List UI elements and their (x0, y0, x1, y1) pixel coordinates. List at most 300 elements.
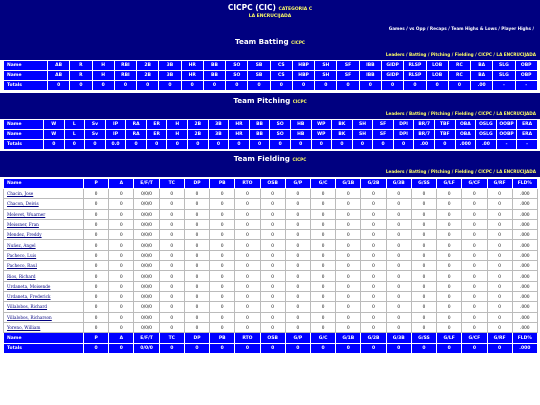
pitching-total-er: 0 (146, 140, 167, 150)
batting-col-so: SO (226, 71, 248, 81)
fielding-cell-osb: 0 (260, 250, 285, 260)
fielding-cell-g-lf: 0 (437, 291, 462, 301)
pitching-col-l: L (64, 130, 85, 140)
fielding-cell-p: 0 (84, 209, 109, 219)
fielding-cell-g-cf: 0 (462, 230, 487, 240)
fielding-cell-g-c: 0 (310, 240, 335, 250)
fielding-cell-osb: 0 (260, 312, 285, 322)
fielding-cell-g-rf: 0 (487, 271, 512, 281)
fielding-cell-e-f-t: 0/0/0 (134, 291, 159, 301)
table-row (4, 250, 538, 260)
pitching-col-br-7: BR/7 (414, 120, 435, 130)
fielding-cell-dp: 0 (184, 312, 209, 322)
pitching-col-br-7: BR/7 (414, 130, 435, 140)
fielding-subnav-links[interactable]: Leaders / Batting / Pitching / Fielding / CICPC / LA ENCRUCIJADA (385, 169, 536, 174)
batting-total-rc: 0 (448, 81, 470, 91)
fielding-col-rto: RTO (235, 179, 260, 189)
fielding-col-g-lf: G/LF (437, 179, 462, 189)
batting-col-name: Name (4, 61, 48, 71)
fielding-cell-g-cf: 0 (462, 312, 487, 322)
fielding-total-g-c: 0 (310, 344, 335, 354)
batting-col-r: R (70, 61, 92, 71)
fielding-cell-g-ss: 0 (411, 209, 436, 219)
batting-total-ibb: 0 (359, 81, 381, 91)
player-name-link[interactable]: Mendez, Freddy (4, 230, 84, 240)
fielding-cell-rto: 0 (235, 312, 260, 322)
fielding-cell-g-p: 0 (285, 312, 310, 322)
fielding-cell-osb: 0 (260, 302, 285, 312)
pitching-total-w: 0 (44, 140, 65, 150)
batting-col-rbi: RBI (114, 61, 136, 71)
player-name-link[interactable]: Nuñez, Angel (4, 240, 84, 250)
fielding-cell-osb: 0 (260, 230, 285, 240)
fielding-cell-g-rf: 0 (487, 322, 512, 332)
fielding-col-g-3b: G/3B (386, 333, 411, 344)
fielding-section-title (0, 151, 540, 167)
batting-col-name: Name (4, 71, 48, 81)
fielding-cell-rto: 0 (235, 291, 260, 301)
fielding-total-rto: 0 (235, 344, 260, 354)
fielding-cell-e-f-t: 0/0/0 (134, 219, 159, 229)
fielding-cell-g-1b: 0 (336, 240, 361, 250)
fielding-cell-p: 0 (84, 261, 109, 271)
fielding-cell-g-2b: 0 (361, 250, 386, 260)
table-row (4, 189, 538, 199)
fielding-cell-fld: .000 (512, 240, 537, 250)
fielding-cell-g-p: 0 (285, 199, 310, 209)
top-nav[interactable] (0, 24, 540, 34)
fielding-cell-g-cf: 0 (462, 240, 487, 250)
fielding-col-p: P (84, 333, 109, 344)
fielding-cell-tc: 0 (159, 291, 184, 301)
fielding-cell-dp: 0 (184, 240, 209, 250)
fielding-cell-g-lf: 0 (437, 240, 462, 250)
pitching-total-l: 0 (64, 140, 85, 150)
pitching-col-3b: 3B (208, 130, 229, 140)
fielding-total-g-ss: 0 (411, 344, 436, 354)
fielding-col-g-ss: G/SS (411, 333, 436, 344)
fielding-cell-dp: 0 (184, 261, 209, 271)
table-row (4, 240, 538, 250)
fielding-cell-g-ss: 0 (411, 271, 436, 281)
batting-col-cs: CS (270, 61, 292, 71)
pitching-col-hr: HR (229, 120, 250, 130)
player-name-link[interactable]: Urdaneta, Moisende (4, 281, 84, 291)
fielding-cell-g-2b: 0 (361, 312, 386, 322)
fielding-cell-g-cf: 0 (462, 219, 487, 229)
fielding-cell-g-ss: 0 (411, 199, 436, 209)
player-name-link[interactable]: Yoreno, William (4, 322, 84, 332)
batting-col-hr: HR (181, 61, 203, 71)
batting-col-sf: SF (337, 71, 359, 81)
fielding-cell-g-lf: 0 (437, 189, 462, 199)
pitching-total-tbf: 0 (434, 140, 455, 150)
player-name-link[interactable]: Rios, Richard (4, 271, 84, 281)
pitching-subnav-links[interactable]: Leaders / Batting / Pitching / Fielding / CICPC / LA ENCRUCIJADA (385, 111, 536, 116)
fielding-cell-g-c: 0 (310, 230, 335, 240)
fielding-cell-e-f-t: 0/0/0 (134, 230, 159, 240)
fielding-cell-g-2b: 0 (361, 302, 386, 312)
fielding-cell-g-ss: 0 (411, 230, 436, 240)
fielding-cell-g-ss: 0 (411, 250, 436, 260)
fielding-cell-fld: .000 (512, 271, 537, 281)
fielding-cell-g-2b: 0 (361, 281, 386, 291)
batting-col-r: R (70, 71, 92, 81)
batting-total-rlsp: 0 (404, 81, 426, 91)
batting-col-bb: BB (203, 61, 225, 71)
fielding-cell-tc: 0 (159, 312, 184, 322)
fielding-col-pb: PB (210, 179, 235, 189)
fielding-cell-fld: .000 (512, 312, 537, 322)
batting-col-rlsp: RLSP (404, 61, 426, 71)
fielding-cell-g-p: 0 (285, 281, 310, 291)
fielding-cell-p: 0 (84, 291, 109, 301)
fielding-cell-g-c: 0 (310, 261, 335, 271)
fielding-col-g-1b: G/1B (336, 333, 361, 344)
fielding-cell-tc: 0 (159, 261, 184, 271)
fielding-cell-p: 0 (84, 322, 109, 332)
fielding-cell-g-cf: 0 (462, 322, 487, 332)
fielding-col-g-ss: G/SS (411, 179, 436, 189)
batting-col-ba: BA (471, 71, 493, 81)
pitching-total-era: - (517, 140, 538, 150)
fielding-cell-a: 0 (109, 230, 134, 240)
pitching-col-wp: WP (311, 130, 332, 140)
fielding-cell-g-c: 0 (310, 189, 335, 199)
fielding-cell-tc: 0 (159, 240, 184, 250)
batting-col-sf: SF (337, 61, 359, 71)
fielding-cell-g-1b: 0 (336, 250, 361, 260)
fielding-total-name: Totals (4, 344, 84, 354)
fielding-cell-rto: 0 (235, 230, 260, 240)
batting-totals-row (4, 81, 538, 91)
fielding-cell-a: 0 (109, 189, 134, 199)
fielding-cell-g-lf: 0 (437, 302, 462, 312)
batting-subnav[interactable] (0, 50, 540, 60)
fielding-table (3, 178, 537, 354)
fielding-col-dp: DP (184, 179, 209, 189)
table-row (4, 219, 538, 229)
fielding-cell-tc: 0 (159, 189, 184, 199)
batting-col-rlsp: RLSP (404, 71, 426, 81)
pitching-col-w: W (44, 120, 65, 130)
fielding-col-tc: TC (159, 179, 184, 189)
fielding-cell-g-2b: 0 (361, 230, 386, 240)
fielding-cell-g-1b: 0 (336, 209, 361, 219)
fielding-cell-tc: 0 (159, 199, 184, 209)
fielding-col-g-3b: G/3B (386, 179, 411, 189)
player-name-link[interactable]: Meissner, Fran (4, 219, 84, 229)
batting-table (3, 60, 537, 91)
fielding-subnav[interactable] (0, 167, 540, 177)
pitching-col-wp: WP (311, 120, 332, 130)
fielding-cell-fld: .000 (512, 322, 537, 332)
fielding-cell-rto: 0 (235, 281, 260, 291)
fielding-cell-pb: 0 (210, 322, 235, 332)
batting-col-h: H (92, 61, 114, 71)
fielding-cell-dp: 0 (184, 250, 209, 260)
player-name-link[interactable]: Villalobos, Richard (4, 302, 84, 312)
top-nav-links[interactable]: Games / vs Opp / Recaps / Team Highs & Lows / Player Highs / (388, 26, 534, 31)
fielding-cell-e-f-t: 0/0/0 (134, 189, 159, 199)
pitching-badge: CICPC (292, 99, 307, 104)
batting-title: Team Batting (235, 37, 289, 46)
fielding-cell-a: 0 (109, 271, 134, 281)
fielding-cell-dp: 0 (184, 199, 209, 209)
fielding-cell-rto: 0 (235, 219, 260, 229)
fielding-cell-g-3b: 0 (386, 219, 411, 229)
fielding-cell-g-c: 0 (310, 199, 335, 209)
fielding-cell-g-rf: 0 (487, 281, 512, 291)
fielding-cell-g-2b: 0 (361, 209, 386, 219)
fielding-cell-g-p: 0 (285, 302, 310, 312)
fielding-cell-g-lf: 0 (437, 281, 462, 291)
batting-col-hr: HR (181, 71, 203, 81)
fielding-cell-g-1b: 0 (336, 302, 361, 312)
fielding-cell-pb: 0 (210, 189, 235, 199)
fielding-col-g-rf: G/RF (487, 333, 512, 344)
fielding-cell-g-1b: 0 (336, 230, 361, 240)
batting-col-ibb: IBB (359, 71, 381, 81)
fielding-cell-rto: 0 (235, 271, 260, 281)
fielding-cell-p: 0 (84, 219, 109, 229)
pitching-total-hr: 0 (229, 140, 250, 150)
fielding-cell-dp: 0 (184, 291, 209, 301)
fielding-cell-g-c: 0 (310, 312, 335, 322)
fielding-cell-g-p: 0 (285, 322, 310, 332)
fielding-cell-g-lf: 0 (437, 271, 462, 281)
fielding-cell-e-f-t: 0/0/0 (134, 209, 159, 219)
fielding-cell-pb: 0 (210, 261, 235, 271)
fielding-total-g-cf: 0 (462, 344, 487, 354)
fielding-col-g-c: G/C (310, 179, 335, 189)
fielding-cell-fld: .000 (512, 281, 537, 291)
fielding-cell-g-3b: 0 (386, 322, 411, 332)
fielding-cell-rto: 0 (235, 199, 260, 209)
fielding-cell-g-3b: 0 (386, 199, 411, 209)
fielding-cell-g-1b: 0 (336, 261, 361, 271)
fielding-cell-osb: 0 (260, 271, 285, 281)
pitching-col-ip: IP (105, 130, 126, 140)
fielding-cell-g-1b: 0 (336, 291, 361, 301)
fielding-col-g-p: G/P (285, 333, 310, 344)
fielding-cell-g-1b: 0 (336, 189, 361, 199)
pitching-col-er: ER (146, 130, 167, 140)
fielding-col-fld: FLD% (512, 333, 537, 344)
fielding-cell-osb: 0 (260, 322, 285, 332)
pitching-col-so: SO (270, 130, 291, 140)
fielding-cell-g-rf: 0 (487, 261, 512, 271)
fielding-cell-e-f-t: 0/0/0 (134, 199, 159, 209)
batting-total-r: 0 (70, 81, 92, 91)
player-name-link[interactable]: Urdaneta, Frederick (4, 291, 84, 301)
fielding-cell-g-2b: 0 (361, 199, 386, 209)
batting-col-2b: 2B (137, 61, 159, 71)
fielding-cell-p: 0 (84, 271, 109, 281)
fielding-cell-g-rf: 0 (487, 250, 512, 260)
fielding-cell-rto: 0 (235, 250, 260, 260)
player-name-link[interactable]: Chacon, Deivis (4, 199, 84, 209)
fielding-cell-g-rf: 0 (487, 240, 512, 250)
fielding-cell-a: 0 (109, 250, 134, 260)
fielding-cell-g-1b: 0 (336, 199, 361, 209)
fielding-cell-tc: 0 (159, 271, 184, 281)
fielding-cell-pb: 0 (210, 230, 235, 240)
pitching-col-h: H (167, 130, 188, 140)
fielding-col-g-1b: G/1B (336, 179, 361, 189)
batting-col-slg: SLG (493, 71, 515, 81)
fielding-cell-rto: 0 (235, 302, 260, 312)
fielding-cell-g-cf: 0 (462, 209, 487, 219)
pitching-total-oslg: .00 (476, 140, 497, 150)
batting-total-sb: 0 (248, 81, 270, 91)
fielding-cell-fld: .000 (512, 291, 537, 301)
pitching-total-bb: 0 (249, 140, 270, 150)
table-row (4, 312, 538, 322)
fielding-col-p: P (84, 179, 109, 189)
batting-col-sb: SB (248, 71, 270, 81)
fielding-totals-row (4, 344, 538, 354)
fielding-cell-g-3b: 0 (386, 209, 411, 219)
fielding-cell-e-f-t: 0/0/0 (134, 302, 159, 312)
batting-col-ab: AB (48, 71, 70, 81)
fielding-cell-rto: 0 (235, 261, 260, 271)
fielding-cell-dp: 0 (184, 281, 209, 291)
pitching-col-bk: BK (332, 120, 353, 130)
fielding-cell-e-f-t: 0/0/0 (134, 240, 159, 250)
fielding-cell-dp: 0 (184, 219, 209, 229)
pitching-subnav[interactable] (0, 109, 540, 119)
batting-subnav-links[interactable]: Leaders / Batting / Pitching / Fielding / CICPC / LA ENCRUCIJADA (385, 52, 536, 57)
fielding-cell-g-lf: 0 (437, 230, 462, 240)
fielding-cell-g-c: 0 (310, 302, 335, 312)
fielding-cell-tc: 0 (159, 250, 184, 260)
fielding-cell-a: 0 (109, 291, 134, 301)
batting-col-obp: OBP (515, 71, 537, 81)
fielding-cell-e-f-t: 0/0/0 (134, 322, 159, 332)
fielding-cell-p: 0 (84, 199, 109, 209)
league-title (0, 3, 540, 12)
table-row (4, 209, 538, 219)
fielding-badge: CICPC (292, 157, 307, 162)
fielding-col-g-c: G/C (310, 333, 335, 344)
fielding-cell-osb: 0 (260, 261, 285, 271)
fielding-cell-g-p: 0 (285, 240, 310, 250)
fielding-cell-g-rf: 0 (487, 209, 512, 219)
fielding-cell-p: 0 (84, 189, 109, 199)
fielding-cell-g-lf: 0 (437, 219, 462, 229)
pitching-total-sh: 0 (352, 140, 373, 150)
batting-total-sf: 0 (337, 81, 359, 91)
fielding-cell-g-rf: 0 (487, 189, 512, 199)
fielding-col-fld: FLD% (512, 179, 537, 189)
pitching-col-hb: HB (290, 130, 311, 140)
fielding-cell-g-rf: 0 (487, 291, 512, 301)
fielding-cell-dp: 0 (184, 322, 209, 332)
fielding-cell-tc: 0 (159, 230, 184, 240)
fielding-cell-g-rf: 0 (487, 302, 512, 312)
fielding-col-g-cf: G/CF (462, 179, 487, 189)
batting-total-3b: 0 (159, 81, 181, 91)
fielding-cell-rto: 0 (235, 322, 260, 332)
fielding-col-name: Name (4, 179, 84, 189)
player-name-link[interactable]: Pacheco, Raul (4, 261, 84, 271)
fielding-cell-a: 0 (109, 219, 134, 229)
fielding-col-dp: DP (184, 333, 209, 344)
batting-total-ba: .00 (471, 81, 493, 91)
batting-col-sb: SB (248, 61, 270, 71)
batting-total-slg: - (493, 81, 515, 91)
batting-col-3b: 3B (159, 61, 181, 71)
fielding-cell-g-cf: 0 (462, 199, 487, 209)
fielding-cell-g-ss: 0 (411, 281, 436, 291)
batting-badge: CICPC (291, 40, 305, 45)
fielding-cell-g-p: 0 (285, 230, 310, 240)
player-name-link[interactable]: Chacin, Jose (4, 189, 84, 199)
pitching-section-title (0, 93, 540, 109)
fielding-total-g-1b: 0 (336, 344, 361, 354)
fielding-cell-fld: .000 (512, 199, 537, 209)
fielding-cell-e-f-t: 0/0/0 (134, 271, 159, 281)
batting-col-obp: OBP (515, 61, 537, 71)
fielding-cell-pb: 0 (210, 302, 235, 312)
fielding-cell-g-p: 0 (285, 250, 310, 260)
batting-header-row (4, 61, 538, 71)
fielding-cell-p: 0 (84, 281, 109, 291)
player-name-link[interactable]: Villalobos, Richarson (4, 312, 84, 322)
table-row (4, 322, 538, 332)
pitching-col-sh: SH (352, 120, 373, 130)
fielding-cell-a: 0 (109, 302, 134, 312)
fielding-total-g-2b: 0 (361, 344, 386, 354)
fielding-cell-dp: 0 (184, 302, 209, 312)
fielding-total-osb: 0 (260, 344, 285, 354)
fielding-cell-a: 0 (109, 240, 134, 250)
pitching-total-oobp: - (496, 140, 517, 150)
fielding-cell-osb: 0 (260, 281, 285, 291)
fielding-col-g-rf: G/RF (487, 179, 512, 189)
fielding-total-g-3b: 0 (386, 344, 411, 354)
pitching-total-sf: 0 (373, 140, 394, 150)
pitching-col-sv: Sv (85, 120, 106, 130)
fielding-cell-a: 0 (109, 322, 134, 332)
pitching-col-era: ERA (517, 120, 538, 130)
fielding-cell-g-1b: 0 (336, 271, 361, 281)
player-name-link[interactable]: Melevet, Wuarner (4, 209, 84, 219)
batting-section-title (0, 34, 540, 50)
fielding-cell-g-3b: 0 (386, 230, 411, 240)
fielding-total-a: 0 (109, 344, 134, 354)
fielding-total-dp: 0 (184, 344, 209, 354)
fielding-col-pb: PB (210, 333, 235, 344)
fielding-cell-fld: .000 (512, 230, 537, 240)
fielding-cell-g-2b: 0 (361, 322, 386, 332)
pitching-col-bb: BB (249, 120, 270, 130)
batting-col-ba: BA (471, 61, 493, 71)
fielding-cell-pb: 0 (210, 219, 235, 229)
batting-col-sh: SH (315, 61, 337, 71)
pitching-col-name: Name (4, 120, 44, 130)
fielding-col-osb: OSB (260, 333, 285, 344)
pitching-total-wp: 0 (311, 140, 332, 150)
fielding-col-g-2b: G/2B (361, 179, 386, 189)
fielding-cell-tc: 0 (159, 219, 184, 229)
pitching-col-2b: 2B (188, 130, 209, 140)
fielding-cell-pb: 0 (210, 271, 235, 281)
fielding-col-g-lf: G/LF (437, 333, 462, 344)
player-name-link[interactable]: Pacheco, Luis (4, 250, 84, 260)
batting-col-cs: CS (270, 71, 292, 81)
